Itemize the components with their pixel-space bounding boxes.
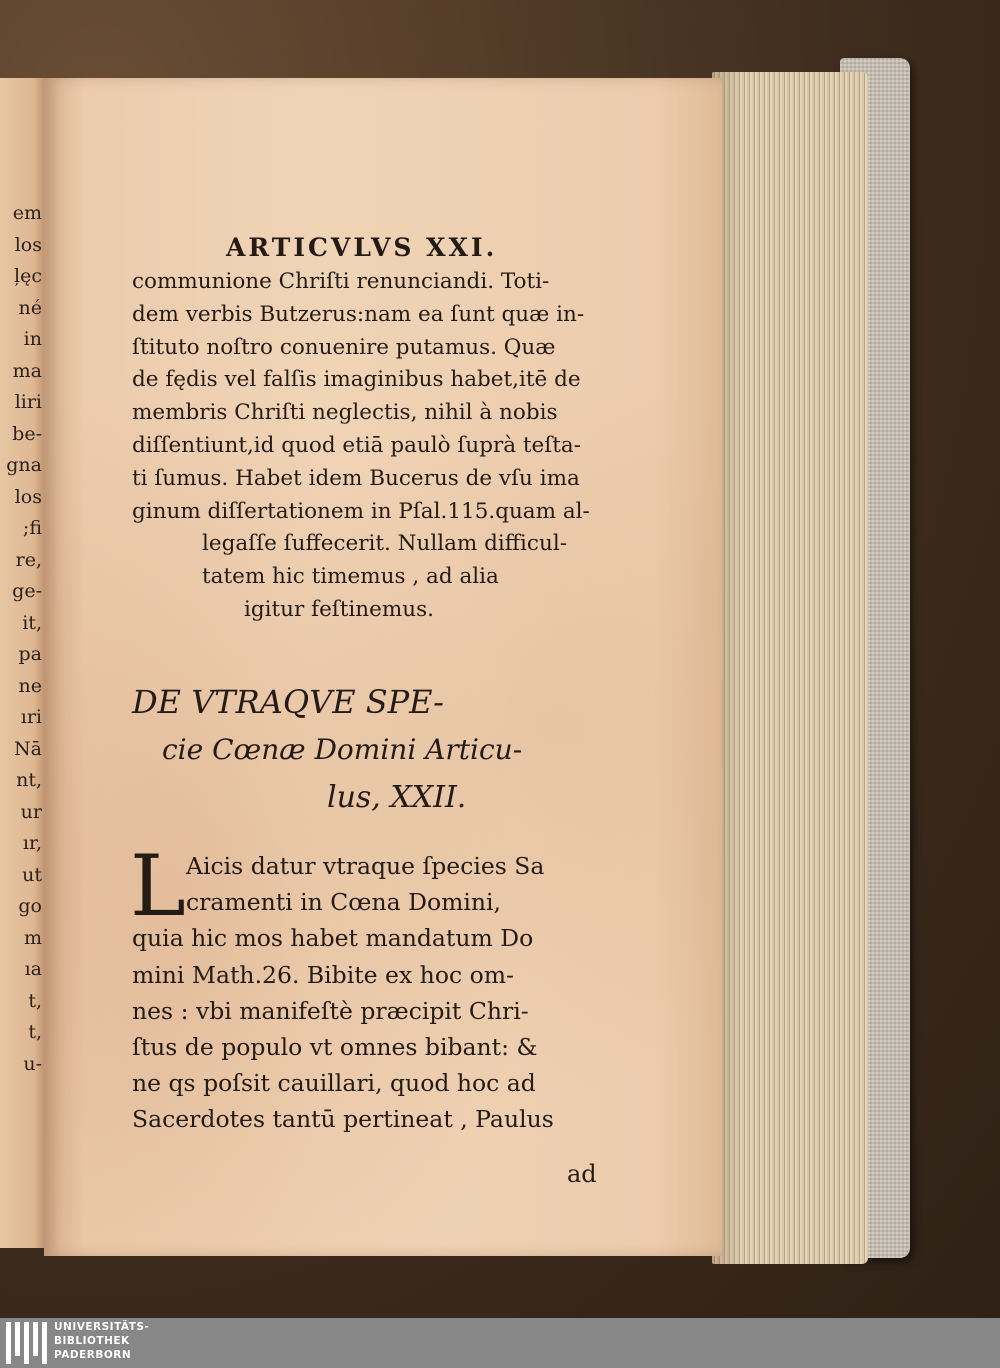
running-heading: ARTICVLVS XXI. (226, 233, 498, 262)
left-page-fragment: re, (15, 548, 42, 571)
left-page-fragment: u- (23, 1052, 42, 1075)
title-line: cie Cœnæ Domini Articu- (162, 733, 523, 766)
paragraph-text (132, 266, 612, 627)
left-page-fragment: né (18, 296, 42, 319)
left-page-fragment: m (23, 926, 42, 949)
left-page-fragment: ge- (12, 580, 42, 602)
left-page-fragment: ma (12, 359, 42, 382)
recto-page (44, 78, 722, 1256)
page-edges (712, 72, 868, 1264)
left-page-fragment: nt, (16, 769, 42, 791)
library-name-line: BIBLIOTHEK (54, 1335, 130, 1347)
text-line: communione Chriſti renunciandi. Toti- (132, 269, 550, 294)
left-page-fragment: ;fi (22, 517, 42, 539)
left-page-fragment: em (12, 202, 42, 224)
text-line: ginum diſſertationem in Pſal.115.quam al- (132, 498, 590, 524)
article-title (132, 678, 612, 822)
left-page-text (6, 198, 42, 1080)
text-line: quia hic mos habet mandatum Do (132, 924, 534, 953)
left-page-fragment: ıa (24, 958, 42, 980)
text-line: igitur feſtinemus. (244, 596, 434, 622)
text-line: cramenti in Cœna Domini, (186, 888, 502, 917)
left-page-fragment: liri (14, 391, 42, 413)
text-line: de fędis vel falſis imaginibus habet,itē de (132, 367, 581, 393)
left-page-fragment: go (18, 895, 42, 917)
text-line: ſtus de populo vt omnes bibant: & (132, 1033, 538, 1062)
text-line: dem verbis Butzerus:nam ea ſunt quæ in- (132, 301, 585, 327)
left-page-fragment: it, (22, 611, 42, 634)
text-line: ſtituto noſtro conuenire putamus. Quæ (132, 334, 556, 360)
text-line: membris Chriſti neglectis, nihil à nobis (132, 400, 558, 426)
library-name-line: UNIVERSITÄTS- (54, 1321, 150, 1333)
left-page-fragment: los (14, 233, 42, 256)
left-page-fragment: be- (12, 422, 42, 445)
text-line: legaſſe ſuffecerit. Nullam difficul- (202, 531, 567, 557)
left-page-fragment: ut (22, 863, 42, 886)
library-name (54, 1320, 149, 1362)
title-line: lus, XXII. (327, 780, 467, 815)
footer-bar (0, 1318, 1000, 1368)
left-page-fragment: in (23, 328, 42, 350)
left-page-fragment: ır, (22, 832, 42, 854)
library-name-line: PADERBORN (54, 1349, 132, 1361)
text-line: Sacerdotes tantū pertineat , Paulus (132, 1105, 554, 1134)
text-line: tatem hic timemus , ad alia (202, 564, 499, 590)
left-page-fragment: ıri (20, 706, 42, 728)
left-page-fragment: Nā (14, 737, 42, 760)
text-line: ti ſumus. Habet idem Bucerus de vſu ima (132, 465, 580, 491)
left-page-fragment: t, (28, 989, 42, 1012)
left-page (0, 78, 48, 1248)
left-page-fragment: pa (18, 643, 42, 665)
text-line: mini Math.26. Bibite ex hoc om- (132, 960, 514, 989)
text-line: Aicis datur vtraque ſpecies Sa (186, 852, 545, 880)
text-line: nes : vbi manifeſtè præcipit Chri- (132, 996, 529, 1025)
left-page-fragment: los (14, 485, 42, 508)
catchword: ad (567, 1160, 597, 1188)
text-line: diſſentiunt,id quod etiā paulò ſuprà teſta- (132, 432, 581, 458)
left-page-fragment: ne (18, 674, 42, 697)
drop-cap: L (130, 837, 186, 935)
text-line: ne qs poſsit cauillari, quod hoc ad (132, 1069, 536, 1098)
left-page-fragment: t, (28, 1021, 42, 1043)
left-page-fragment: ur (20, 800, 42, 823)
library-logo-icon (6, 1322, 48, 1364)
body-text (130, 837, 612, 1138)
left-page-fragment: ļęc (14, 265, 42, 287)
title-line: DE VTRAQVE SPE- (132, 683, 444, 721)
left-page-fragment: gna (6, 454, 42, 476)
